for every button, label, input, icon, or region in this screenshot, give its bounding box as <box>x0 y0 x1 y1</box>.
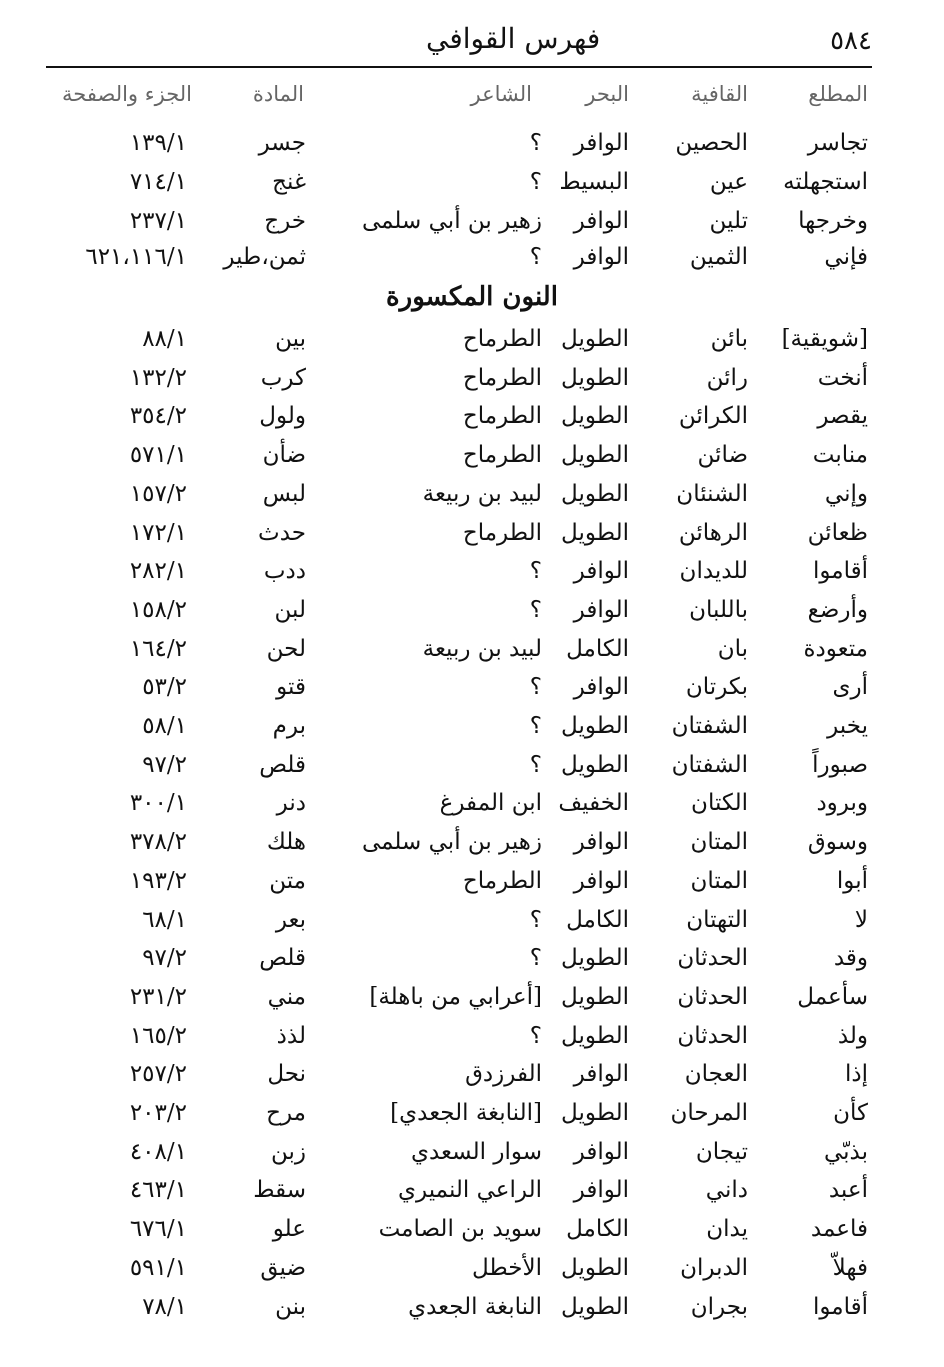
page-cell: ١٦٥/٢ <box>129 1023 187 1049</box>
col-header-matla: المطلع <box>808 82 868 106</box>
table-row <box>0 403 944 441</box>
matla-cell: وقد <box>833 945 868 971</box>
page-cell: ٢٠٣/٢ <box>129 1100 187 1126</box>
matla-cell: أرى <box>832 674 868 700</box>
page-cell: ٢٨٢/١ <box>129 558 187 584</box>
bahr-cell: الوافر <box>573 130 629 156</box>
qafia-cell: الحدثان <box>677 984 748 1010</box>
table-row <box>0 208 944 246</box>
table-row <box>0 1216 944 1254</box>
matla-cell: فإني <box>824 244 868 270</box>
matla-cell: بذبّي <box>823 1139 868 1165</box>
qafia-cell: عين <box>709 169 748 195</box>
madda-cell: قتو <box>276 674 306 700</box>
table-row <box>0 674 944 712</box>
matla-cell: تجاسر <box>807 130 868 156</box>
page-cell: ١٩٣/٢ <box>129 868 187 894</box>
page-cell: ٢٥٧/٢ <box>129 1061 187 1087</box>
bahr-cell: الوافر <box>573 244 629 270</box>
bahr-cell: الوافر <box>573 1061 629 1087</box>
matla-cell: [شويقية] <box>781 326 868 352</box>
shaer-cell: ؟ <box>529 1023 542 1049</box>
madda-cell: سقط <box>253 1177 306 1203</box>
table-row <box>0 1100 944 1138</box>
madda-cell: علو <box>272 1216 306 1242</box>
madda-cell: قلص <box>259 752 306 778</box>
running-title: فهرس القوافي <box>426 22 601 55</box>
bahr-cell: الكامل <box>566 1216 629 1242</box>
table-row <box>0 868 944 906</box>
page-cell: ١٦٤/٢ <box>129 636 187 662</box>
qafia-cell: ضائن <box>697 442 748 468</box>
qafia-cell: تلين <box>709 208 748 234</box>
qafia-cell: التهتان <box>686 907 748 933</box>
page-cell: ٥٣/٢ <box>142 674 187 700</box>
page-cell: ٩٧/٢ <box>142 752 187 778</box>
madda-cell: بين <box>275 326 306 352</box>
shaer-cell: ؟ <box>529 907 542 933</box>
bahr-cell: الطويل <box>561 752 629 778</box>
qafia-cell: بكرتان <box>685 674 748 700</box>
page-cell: ٥٩١/١ <box>129 1255 187 1281</box>
bahr-cell: الطويل <box>561 326 629 352</box>
page-cell: ١٥٨/٢ <box>129 597 187 623</box>
qafia-cell: الثمين <box>689 244 748 270</box>
madda-cell: متن <box>269 868 306 894</box>
qafia-cell: الكرائن <box>678 403 748 429</box>
qafia-cell: رائن <box>706 365 748 391</box>
madda-cell: لبس <box>262 481 306 507</box>
qafia-cell: المرحان <box>670 1100 748 1126</box>
matla-cell: أبوا <box>836 868 868 894</box>
matla-cell: أنخت <box>817 365 868 391</box>
madda-cell: ثمن،طير <box>223 244 306 270</box>
table-row <box>0 326 944 364</box>
matla-cell: لا <box>854 907 868 933</box>
matla-cell: كأن <box>833 1100 868 1126</box>
shaer-cell: سويد بن الصامت <box>378 1216 542 1242</box>
qafia-cell: الشنئان <box>676 481 748 507</box>
section-title: النون المكسورة <box>386 282 558 312</box>
bahr-cell: الوافر <box>573 1139 629 1165</box>
shaer-cell: سوار السعدي <box>410 1139 542 1165</box>
page-cell: ١٣٩/١ <box>129 130 187 156</box>
matla-cell: وأرضع <box>807 597 868 623</box>
table-row <box>0 1255 944 1293</box>
table-row <box>0 1294 944 1332</box>
table-row <box>0 790 944 828</box>
shaer-cell: زهير بن أبي سلمى <box>361 829 542 855</box>
table-row <box>0 442 944 480</box>
madda-cell: دنر <box>276 790 306 816</box>
matla-cell: منابت <box>812 442 868 468</box>
bahr-cell: الطويل <box>561 481 629 507</box>
shaer-cell: زهير بن أبي سلمى <box>361 208 542 234</box>
matla-cell: ظعائن <box>807 520 868 546</box>
page-cell: ٢٣١/٢ <box>129 984 187 1010</box>
matla-cell: وإني <box>824 481 868 507</box>
shaer-cell: ؟ <box>529 945 542 971</box>
matla-cell: فهلاّ <box>832 1255 868 1281</box>
shaer-cell: الراعي النميري <box>398 1177 542 1203</box>
shaer-cell: النابغة الجعدي <box>408 1294 542 1320</box>
qafia-cell: الشفتان <box>671 713 748 739</box>
table-row <box>0 752 944 790</box>
matla-cell: ولذ <box>837 1023 868 1049</box>
bahr-cell: الطويل <box>561 520 629 546</box>
qafia-cell: للديدان <box>679 558 748 584</box>
page-cell: ١٣٢/٢ <box>129 365 187 391</box>
matla-cell: إذا <box>844 1061 868 1087</box>
shaer-cell: ؟ <box>529 597 542 623</box>
col-header-shaer: الشاعر <box>470 82 532 106</box>
table-row <box>0 481 944 519</box>
madda-cell: ضيق <box>260 1255 306 1281</box>
madda-cell: غنج <box>272 169 306 195</box>
page-cell: ١٧٢/١ <box>129 520 187 546</box>
shaer-cell: ؟ <box>529 130 542 156</box>
madda-cell: لذذ <box>276 1023 306 1049</box>
table-row <box>0 636 944 674</box>
matla-cell: وسوق <box>807 829 868 855</box>
matla-cell: فاعمد <box>810 1216 868 1242</box>
table-row <box>0 558 944 596</box>
bahr-cell: الطويل <box>561 1294 629 1320</box>
page-cell: ٢٣٧/١ <box>129 208 187 234</box>
col-header-madda: المادة <box>252 82 304 106</box>
shaer-cell: ؟ <box>529 713 542 739</box>
bahr-cell: الطويل <box>561 945 629 971</box>
matla-cell: أقاموا <box>813 1294 868 1320</box>
bahr-cell: الوافر <box>573 1177 629 1203</box>
col-header-page: الجزء والصفحة <box>62 82 192 106</box>
madda-cell: ددب <box>263 558 306 584</box>
shaer-cell: الطرماح <box>462 403 542 429</box>
col-header-bahr: البحر <box>585 82 629 106</box>
matla-cell: استجهلته <box>783 169 868 195</box>
madda-cell: لبن <box>274 597 306 623</box>
bahr-cell: الوافر <box>573 674 629 700</box>
table-row <box>0 945 944 983</box>
shaer-cell: لبيد بن ربيعة <box>422 481 542 507</box>
page-cell: ٦٢١،١١٦/١ <box>85 244 187 270</box>
bahr-cell: الوافر <box>573 868 629 894</box>
shaer-cell: الطرماح <box>462 365 542 391</box>
table-row <box>0 597 944 635</box>
table-row <box>0 1177 944 1215</box>
table-row <box>0 1061 944 1099</box>
bahr-cell: الوافر <box>573 829 629 855</box>
page-cell: ٤٦٣/١ <box>129 1177 187 1203</box>
bahr-cell: الخفيف <box>558 790 629 816</box>
matla-cell: وخرجها <box>798 208 868 234</box>
madda-cell: ولول <box>259 403 306 429</box>
qafia-cell: الحصين <box>675 130 748 156</box>
page-cell: ٣٧٨/٢ <box>129 829 187 855</box>
qafia-cell: بجران <box>690 1294 748 1320</box>
madda-cell: خرج <box>264 208 306 234</box>
qafia-cell: باللبان <box>689 597 748 623</box>
bahr-cell: الطويل <box>561 1100 629 1126</box>
madda-cell: لحن <box>266 636 306 662</box>
table-row <box>0 713 944 751</box>
madda-cell: قلص <box>259 945 306 971</box>
bahr-cell: الطويل <box>561 713 629 739</box>
matla-cell: وبرود <box>816 790 868 816</box>
qafia-cell: الكتان <box>691 790 748 816</box>
shaer-cell: ؟ <box>529 674 542 700</box>
shaer-cell: الطرماح <box>462 442 542 468</box>
table-row <box>0 829 944 867</box>
shaer-cell: الفرزدق <box>465 1061 542 1087</box>
madda-cell: مني <box>267 984 306 1010</box>
shaer-cell: ؟ <box>529 244 542 270</box>
page-number: ٥٨٤ <box>830 26 872 56</box>
page-cell: ٥٨/١ <box>142 713 187 739</box>
page-cell: ٧١٤/١ <box>129 169 187 195</box>
madda-cell: نحل <box>267 1061 306 1087</box>
shaer-cell: الطرماح <box>462 326 542 352</box>
shaer-cell: ؟ <box>529 169 542 195</box>
page-cell: ٩٧/٢ <box>142 945 187 971</box>
bahr-cell: الطويل <box>561 1023 629 1049</box>
bahr-cell: الكامل <box>566 907 629 933</box>
shaer-cell: لبيد بن ربيعة <box>422 636 542 662</box>
matla-cell: متعودة <box>803 636 868 662</box>
page-cell: ٤٠٨/١ <box>129 1139 187 1165</box>
running-head <box>46 22 872 62</box>
madda-cell: ضأن <box>262 442 306 468</box>
header-rule <box>46 66 872 68</box>
qafia-cell: المتان <box>690 868 748 894</box>
qafia-cell: المتان <box>690 829 748 855</box>
table-row <box>0 1139 944 1177</box>
shaer-cell: [أعرابي من باهلة] <box>369 984 542 1010</box>
madda-cell: برم <box>272 713 306 739</box>
madda-cell: كرب <box>260 365 306 391</box>
page-cell: ٨٨/١ <box>142 326 187 352</box>
qafia-cell: الرهائن <box>678 520 748 546</box>
page-cell: ٦٧٦/١ <box>129 1216 187 1242</box>
bahr-cell: الكامل <box>566 636 629 662</box>
page-cell: ٦٨/١ <box>142 907 187 933</box>
bahr-cell: الطويل <box>561 365 629 391</box>
matla-cell: سأعمل <box>797 984 868 1010</box>
shaer-cell: الطرماح <box>462 868 542 894</box>
shaer-cell: [النابغة الجعدي] <box>390 1100 542 1126</box>
madda-cell: جسر <box>258 130 306 156</box>
qafia-cell: بان <box>717 636 748 662</box>
shaer-cell: الطرماح <box>462 520 542 546</box>
page-cell: ٣٠٠/١ <box>129 790 187 816</box>
bahr-cell: الطويل <box>561 984 629 1010</box>
madda-cell: زبن <box>270 1139 306 1165</box>
qafia-cell: بائن <box>710 326 748 352</box>
bahr-cell: الوافر <box>573 558 629 584</box>
table-row <box>0 365 944 403</box>
shaer-cell: ؟ <box>529 558 542 584</box>
shaer-cell: الأخطل <box>471 1255 542 1281</box>
qafia-cell: الحدثان <box>677 1023 748 1049</box>
qafia-cell: تيجان <box>695 1139 748 1165</box>
matla-cell: صبوراً <box>812 752 868 778</box>
madda-cell: بنن <box>275 1294 306 1320</box>
table-row <box>0 130 944 168</box>
page-cell: ٣٥٤/٢ <box>129 403 187 429</box>
matla-cell: أعبد <box>828 1177 868 1203</box>
madda-cell: حدث <box>258 520 306 546</box>
bahr-cell: الطويل <box>561 442 629 468</box>
matla-cell: أقاموا <box>813 558 868 584</box>
shaer-cell: ؟ <box>529 752 542 778</box>
bahr-cell: الطويل <box>561 403 629 429</box>
table-row <box>0 1023 944 1061</box>
table-row <box>0 244 944 282</box>
madda-cell: مرح <box>266 1100 306 1126</box>
qafia-cell: الشفتان <box>671 752 748 778</box>
matla-cell: يقصر <box>817 403 868 429</box>
madda-cell: هلك <box>266 829 306 855</box>
table-row <box>0 907 944 945</box>
page-cell: ٥٧١/١ <box>129 442 187 468</box>
bahr-cell: البسيط <box>559 169 629 195</box>
qafia-cell: الدبران <box>680 1255 748 1281</box>
bahr-cell: الوافر <box>573 597 629 623</box>
qafia-cell: يدان <box>706 1216 748 1242</box>
qafia-cell: العجان <box>684 1061 748 1087</box>
col-header-qafia: القافية <box>691 82 748 106</box>
qafia-cell: داني <box>705 1177 748 1203</box>
bahr-cell: الطويل <box>561 1255 629 1281</box>
madda-cell: بعر <box>275 907 306 933</box>
table-row <box>0 984 944 1022</box>
column-headers <box>0 82 944 118</box>
table-row <box>0 169 944 207</box>
qafia-cell: الحدثان <box>677 945 748 971</box>
page-cell: ١٥٧/٢ <box>129 481 187 507</box>
bahr-cell: الوافر <box>573 208 629 234</box>
table-row <box>0 520 944 558</box>
page-cell: ٧٨/١ <box>142 1294 187 1320</box>
shaer-cell: ابن المفرغ <box>439 790 542 816</box>
matla-cell: يخبر <box>827 713 868 739</box>
